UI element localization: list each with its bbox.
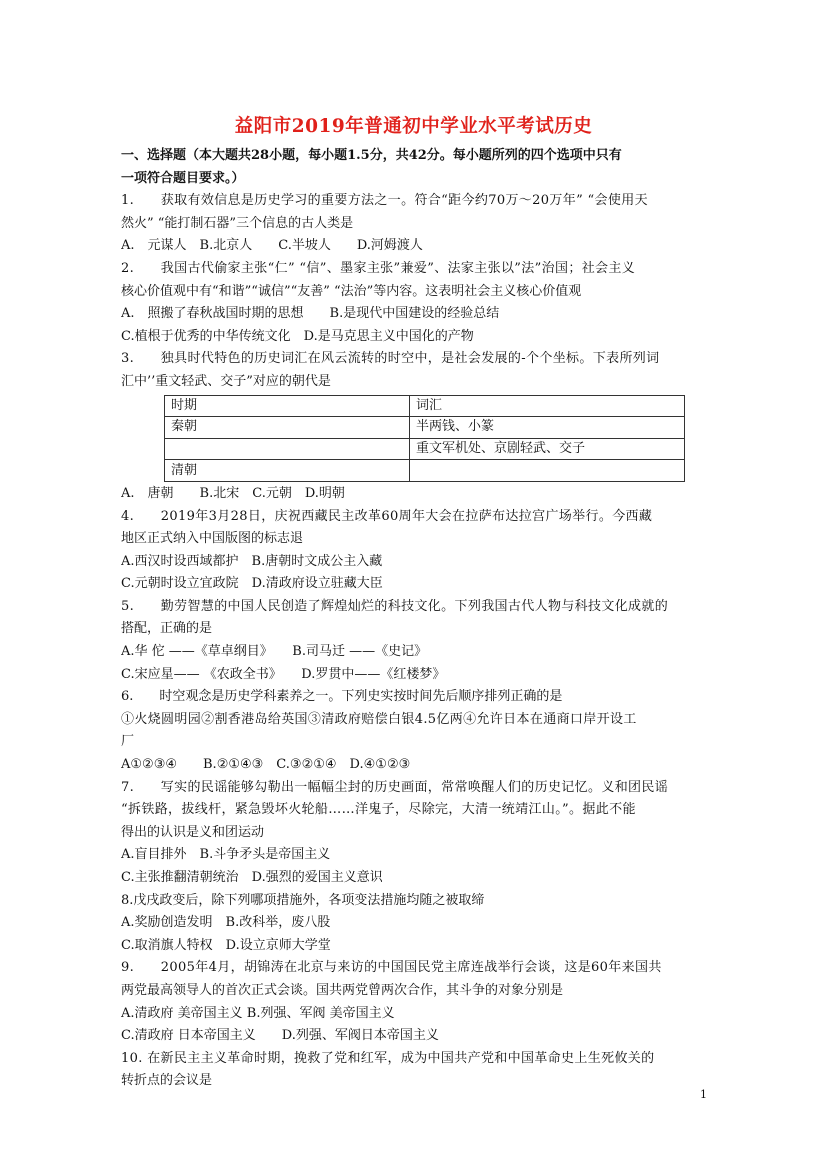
question-10-stem: 转折点的会议是 [121, 1073, 213, 1089]
question-7-options: A.盲目排外 B.斗争矛头是帝国主义 [121, 847, 331, 863]
question-3-stem: 3. 独具时代特色的历史词汇在风云流转的时空中，是社会发展的-个个坐标。下表所列词 [121, 351, 660, 367]
question-2-stem: 2. 我国古代偷家主张“仁” “信”、墨家主张”兼爱”、法家主张以”法”治国；社会主义 [121, 260, 636, 276]
question-list [121, 145, 705, 1093]
question-4-options: C.元朝时设立宜政院 D.清政府设立驻藏大臣 [121, 576, 383, 592]
question-1-options: A. 元谋人 B.北京人 C.半坡人 D.河姆渡人 [121, 238, 423, 254]
question-6-stem: 厂 [121, 734, 135, 750]
question-7-options: C.主张推翻清朝统治 D.强烈的爱国主义意识 [121, 870, 383, 885]
section-header-line: 一项符合题目要求。） [121, 170, 245, 186]
question-9-stem: 9. 2005年4月，胡锦涛在北京与来访的中国国民党主席连战举行会谈，这是60年来国共 [121, 960, 662, 976]
question-3-options: A. 唐朝 B.北宋 C.元朝 D.明朝 [121, 485, 345, 501]
question-9-options: A.清政府 美帝国主义 B.列强、军阀 美帝国主义 [121, 1005, 395, 1021]
question-1-stem: 1. 获取有效信息是历史学习的重要方法之一。符合“距今约70万～20万年” “会使用天 [121, 193, 648, 209]
table-cell: 半两钱、小篆 [410, 417, 685, 439]
table-row [165, 460, 685, 482]
question-2-options: C.植根于优秀的中华传统文化 D.是马克思主义中国化的产物 [121, 328, 474, 344]
question-8-options: C.取消旗人特权 D.设立京师大学堂 [121, 937, 331, 953]
table-row [165, 417, 685, 439]
section-header-line: 一、选择题（本大题共28小题，每小题1.5分，共42分。每小题所列的四个选项中只有 [121, 148, 622, 163]
question-2-options: A. 照搬了春秋战国时期的思想 B.是现代中国建设的经验总结 [121, 306, 500, 322]
question-9-stem: 两党最高领导人的首次正式会谈。国共两党曾两次合作，其斗争的对象分别是 [121, 982, 564, 998]
table-cell [165, 438, 410, 460]
table-cell: 清朝 [165, 460, 410, 482]
table-cell: 词汇 [410, 395, 685, 417]
table-row [165, 438, 685, 460]
question-2-stem: 核心价值观中有“和谐”“诚信”“友善” “法治”等内容。这表明社会主义核心价值观 [121, 283, 582, 299]
table-cell: 时期 [165, 395, 410, 417]
question-3-stem: 汇中’’重文轻武、交子”对应的朝代是 [121, 373, 331, 389]
question-7-stem: “拆铁路，拔线杆，紧急毁坏火轮船……洋鬼子，尽除完，大清一统靖江山。”。据此不能 [121, 802, 636, 818]
question-5-options: A.华 佗 ——《草卓纲目》 B.司马迁 ——《史记》 [121, 644, 428, 660]
question-7-stem: 7. 写实的民谣能够勾勒出一幅幅尘封的历史画面，常常唤醒人们的历史记忆。义和团民谣 [121, 779, 669, 795]
table-cell [410, 460, 685, 482]
page-title: 益阳市2019年普通初中学业水平考试历史 [234, 116, 593, 137]
question-4-options: A.西汉时设西域都护 B.唐朝时文成公主入藏 [121, 553, 383, 569]
question-10-stem: 10. 在新民主主义革命时期，挽救了党和红军，成为中国共产党和中国革命史上生死攸关的 [121, 1050, 655, 1066]
question-3-table [164, 395, 685, 482]
table-row [165, 395, 685, 417]
question-6-stem: 6. 时空观念是历史学科素养之一。下列史实按时间先后顺序排列正确的是 [121, 689, 563, 705]
question-8-stem: 8.戊戌政变后，除下列哪项措施外，各项变法措施均随之被取缔 [121, 892, 485, 908]
question-1-stem: 然火” “能打制石器”三个信息的古人类是 [121, 215, 354, 231]
question-4-stem: 4. 2019年3月28日，庆祝西藏民主改革60周年大会在拉萨布达拉宫广场举行。今西藏 [121, 508, 653, 524]
table-cell: 重文军机处、京剧轻武、交子 [410, 438, 685, 460]
question-6-stem: ①火烧圆明园②割香港岛给英国③清政府赔偿白银4.5亿两④允许日本在通商口岸开设工 [121, 711, 637, 727]
table-cell: 秦朝 [165, 417, 410, 439]
question-6-options: A①②③④ B.②①④③ C.③②①④ D.④①②③ [121, 757, 411, 773]
question-5-options: C.宋应星—— 《农政全书》 D.罗贯中——《红楼梦》 [121, 666, 446, 682]
question-8-options: A.奖励创造发明 B.改科举，废八股 [121, 915, 331, 931]
question-7-stem: 得出的认识是义和团运动 [121, 824, 265, 840]
page-number: 1 [700, 1088, 707, 1101]
question-9-options: C.清政府 日本帝国主义 D.列强、军阀日本帝国主义 [121, 1028, 439, 1044]
question-4-stem: 地区正式纳入中国版图的标志退 [121, 531, 304, 547]
question-5-stem: 搭配，正确的是 [121, 621, 213, 637]
question-5-stem: 5. 勤劳智慧的中国人民创造了辉煌灿烂的科技文化。下列我国古代人物与科技文化成就的 [121, 598, 669, 614]
